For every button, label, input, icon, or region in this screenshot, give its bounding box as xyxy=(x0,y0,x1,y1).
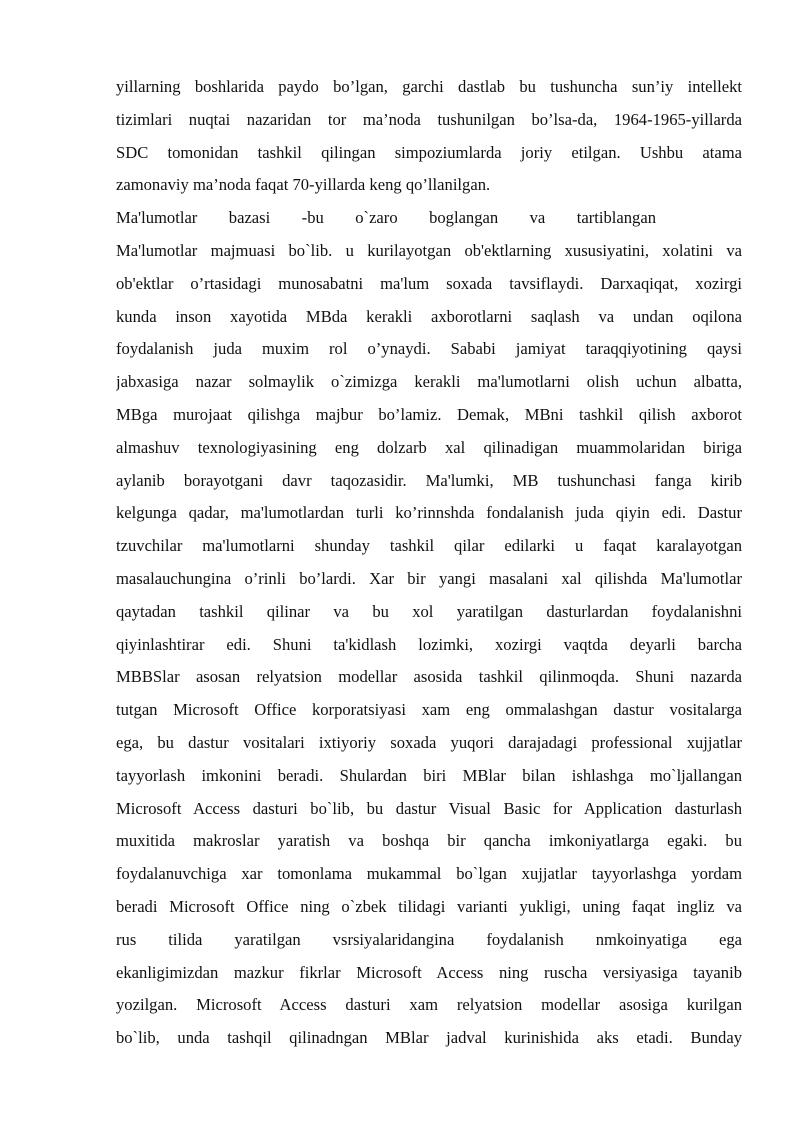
text-line: ob'ektlar o’rtasidagi munosabatni ma'lum soxada tavsiflaydi. Darxaqiqat, xozirgi xyxy=(116,273,742,293)
text-line: kunda inson xayotida MBda kerakli axborotlarni saqlash va undan oqilona xyxy=(116,306,742,326)
text-line: bo`lib, unda tashqil qilinadngan MBlar jadval kurinishida aks etadi. Bunday xyxy=(116,1028,742,1048)
text-line: Microsoft Access dasturi bo`lib, bu dastur Visual Basic for Application dasturlash xyxy=(116,798,742,818)
text-line: Ma'lumotlar majmuasi bo`lib. u kurilayotgan ob'ektlarning xususiyatini, xolatini va xyxy=(116,240,742,260)
text-line: tayyorlash imkonini beradi. Shulardan biri MBlar bilan ishlashga mo`ljallangan xyxy=(116,765,742,785)
body-text xyxy=(116,71,742,1055)
text-line: Ma'lumotlar bazasi -bu o`zaro boglangan va tartiblangan xyxy=(116,208,656,228)
text-line: yozilgan. Microsoft Access dasturi xam relyatsion modellar asosiga kurilgan xyxy=(116,995,742,1015)
text-line: almashuv texnologiyasining eng dolzarb xal qilinadigan muammolaridan biriga xyxy=(116,437,742,457)
text-line: foydalanish juda muxim rol o’ynaydi. Sababi jamiyat taraqqiyotining qaysi xyxy=(116,339,742,359)
text-line: tutgan Microsoft Office korporatsiyasi xam eng ommalashgan dastur vositalarga xyxy=(116,700,742,720)
text-line: MBga murojaat qilishga majbur bo’lamiz. Demak, MBni tashkil qilish axborot xyxy=(116,404,742,424)
text-line: aylanib borayotgani davr taqozasidir. Ma'lumki, MB tushunchasi fanga kirib xyxy=(116,470,742,490)
text-line: beradi Microsoft Office ning o`zbek tilidagi varianti yukligi, uning faqat ingliz va xyxy=(116,896,742,916)
text-line: qaytadan tashkil qilinar va bu xol yaratilgan dasturlardan foydalanishni xyxy=(116,601,742,621)
text-line: rus tilida yaratilgan vsrsiyalaridangina foydalanish nmkoinyatiga ega xyxy=(116,929,742,949)
text-line: zamonaviy ma’noda faqat 70-yillarda keng qo’llanilgan. xyxy=(116,175,491,195)
text-line: kelgunga qadar, ma'lumotlardan turli ko’rinnshda fondalanish juda qiyin edi. Dastur xyxy=(116,503,742,523)
text-line: SDC tomonidan tashkil qilingan simpoziumlarda joriy etilgan. Ushbu atama xyxy=(116,142,742,162)
text-line: tzuvchilar ma'lumotlarni shunday tashkil qilar edilarki u faqat karalayotgan xyxy=(116,536,742,556)
text-line: jabxasiga nazar solmaylik o`zimizga kerakli ma'lumotlarni olish uchun albatta, xyxy=(116,372,742,392)
text-line: ega, bu dastur vositalari ixtiyoriy soxada yuqori darajadagi professional xujjatlar xyxy=(116,732,742,752)
text-line: foydalanuvchiga xar tomonlama mukammal bo`lgan xujjatlar tayyorlashga yordam xyxy=(116,864,742,884)
text-line: MBBSlar asosan relyatsion modellar asosida tashkil qilinmoqda. Shuni nazarda xyxy=(116,667,742,687)
text-line: muxitida makroslar yaratish va boshqa bir qancha imkoniyatlarga egaki. bu xyxy=(116,831,742,851)
text-line: qiyinlashtirar edi. Shuni ta'kidlash lozimki, xozirgi vaqtda deyarli barcha xyxy=(116,634,742,654)
text-line: masalauchungina o’rinli bo’lardi. Xar bir yangi masalani xal qilishda Ma'lumotlar xyxy=(116,568,742,588)
text-line: yillarning boshlarida paydo bo’lgan, garchi dastlab bu tushuncha sun’iy intellekt xyxy=(116,77,742,96)
text-line: ekanligimizdan mazkur fikrlar Microsoft Access ning ruscha versiyasiga tayanib xyxy=(116,962,742,982)
text-line: tizimlari nuqtai nazaridan tor ma’noda tushunilgan bo’lsa-da, 1964-1965-yillarda xyxy=(116,109,742,129)
